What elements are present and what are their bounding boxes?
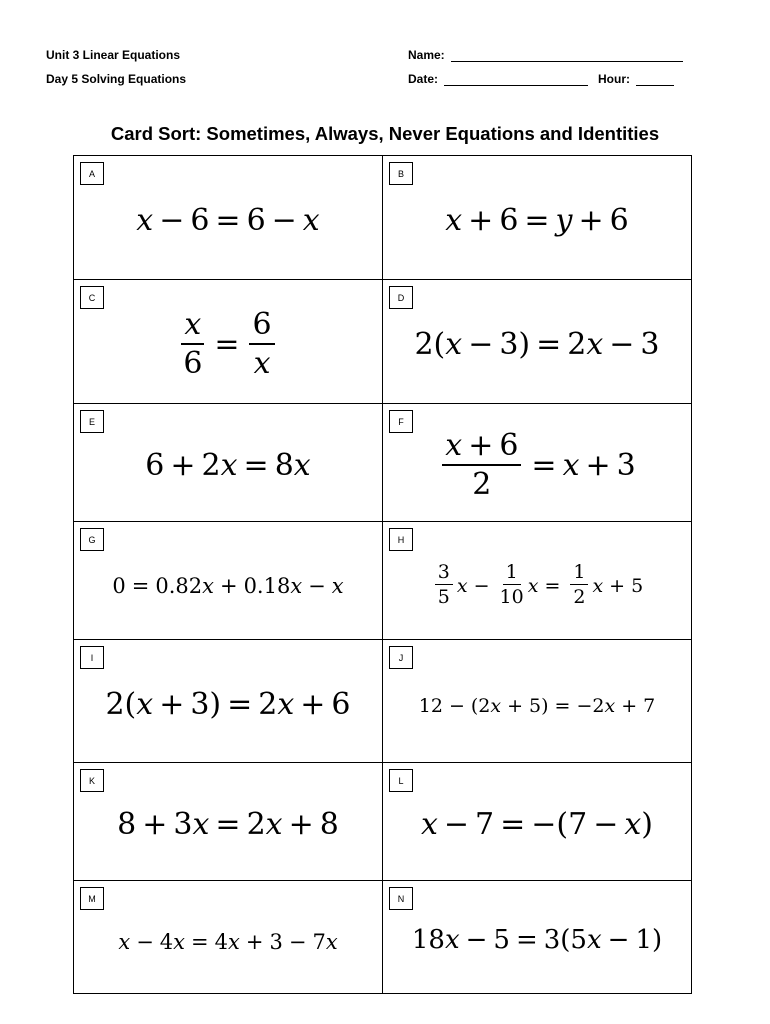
equation-b: x + 6 = y + 6 (445, 203, 629, 238)
equation-k: 8 + 3 x = 2 x + 8 (117, 807, 339, 842)
equation-g: 0 = 0.82 x + 0.18 x − x (112, 573, 344, 598)
card-label: N (389, 887, 413, 910)
name-field[interactable] (451, 49, 683, 62)
card-label: L (389, 769, 413, 792)
equation-h: $\frac{3}{5}$ x − $\frac{1}{10}$ x = $\frac{1}{2}$ x + 5 (383, 522, 691, 639)
card-g[interactable] (74, 522, 383, 640)
page-title: Card Sort: Sometimes, Always, Never Equations and Identities (110, 123, 660, 144)
card-label: H (389, 528, 413, 551)
card-label: I (80, 646, 104, 669)
card-j[interactable] (383, 640, 692, 763)
day-title: Day 5 Solving Equations (46, 72, 187, 86)
card-label: F (389, 410, 413, 433)
unit-title: Unit 3 Linear Equations (46, 48, 181, 62)
hour-label: Hour: (598, 72, 631, 86)
equation-d: 2( x − 3) = 2 x − 3 (414, 327, 660, 362)
equation-n: 18 x − 5 = 3(5 x − 1) (411, 925, 663, 955)
card-l[interactable] (383, 763, 692, 881)
card-n[interactable] (383, 881, 692, 994)
card-i[interactable] (74, 640, 383, 763)
hour-field[interactable] (636, 73, 674, 86)
card-m[interactable] (74, 881, 383, 994)
equation-l: x − 7 = −(7 − x ) (420, 807, 653, 842)
equation-m: x − 4 x = 4 x + 3 − 7 x (118, 930, 338, 954)
card-k[interactable] (74, 763, 383, 881)
equation-e: 6 + 2 x = 8 x (145, 448, 311, 483)
header-right (408, 48, 683, 96)
card-a[interactable] (74, 156, 383, 280)
card-c[interactable] (74, 280, 383, 404)
card-d[interactable] (383, 280, 692, 404)
date-field[interactable] (444, 73, 588, 86)
card-label: G (80, 528, 104, 551)
header-left (46, 48, 186, 96)
card-e[interactable] (74, 404, 383, 522)
name-label: Name: (408, 48, 445, 62)
card-label: J (389, 646, 413, 669)
card-label: E (80, 410, 104, 433)
card-label: M (80, 887, 104, 910)
card-grid (73, 155, 692, 994)
equation-c: $\frac{x}{6}$ = $\frac{6}{x}$ (74, 280, 382, 403)
card-f[interactable] (383, 404, 692, 522)
card-label: D (389, 286, 413, 309)
card-label: C (80, 286, 104, 309)
card-b[interactable] (383, 156, 692, 280)
card-label: A (80, 162, 104, 185)
equation-i: 2( x + 3) = 2 x + 6 (105, 686, 351, 722)
equation-j: 12 − (2 x + 5) = −2 x + 7 (418, 695, 656, 717)
equation-a: x − 6 = 6 − x (136, 203, 320, 238)
equation-f: $\frac{x + 6}{2}$ = x + 3 (383, 404, 691, 521)
card-label: K (80, 769, 104, 792)
date-label: Date: (408, 72, 439, 86)
card-label: B (389, 162, 413, 185)
card-h[interactable] (383, 522, 692, 640)
